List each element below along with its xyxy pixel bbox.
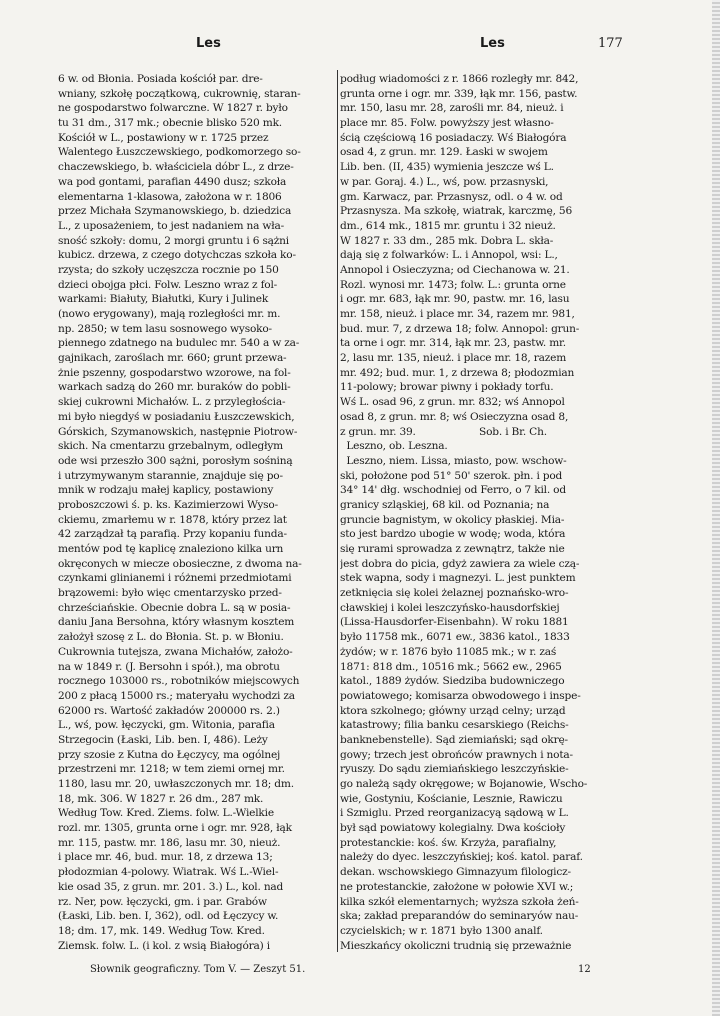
text-line: przy szosie z Kutna do Łęczycy, ma ogólnej (58, 748, 281, 761)
text-line: mr. 115, pastw. mr. 186, lasu mr. 30, nieuż. (58, 836, 281, 849)
text-line: kie osad 35, z grun. mr. 201. 3.) L., kol. nad (58, 880, 284, 893)
text-line: mr. 150, lasu mr. 28, zarośli mr. 84, nieuż. i (340, 102, 564, 115)
text-line: Wś L. osad 96, z grun. mr. 832; wś Annopol (340, 396, 565, 409)
text-line: (nowo erygowany), mają rozległości mr. m. (58, 308, 281, 320)
text-line: Leszno, ob. Leszna. (340, 440, 448, 453)
text-line: powiatowego; komisarza obwodowego i inspe- (340, 689, 581, 702)
text-line: z grun. mr. 39. Sob. i Br. Ch. (340, 425, 547, 438)
text-line: Kościół w L., postawiony w r. 1725 przez (58, 131, 269, 144)
text-line: Przasnysza. Ma szkołę, wiatrak, karczmę, 56 (340, 205, 572, 218)
text-line: Walentego Łuszczewskiego, podkomorzego so- (58, 146, 301, 159)
text-line: brązowemi: było więc cmentarzysko przed- (58, 587, 282, 600)
text-line: Lib. ben. (II, 435) wymienia jeszcze wś L. (340, 161, 554, 174)
text-line: zetknięcia się kolei żelaznej poznańsko-wro- (340, 587, 569, 600)
text-line: tu 31 dm., 317 mk.; obecnie blisko 520 mk. (58, 117, 282, 130)
text-line: jest dobra do picia, gdyż zawiera za wiele czą- (340, 557, 580, 570)
text-line: chrześciańskie. Obecnie dobra L. są w posia- (58, 601, 291, 614)
text-line: kubicz. drzewa, z czego dotychczas szkoła ko- (58, 249, 296, 262)
text-line: elementarna 1-klasowa, założona w r. 1806 (58, 190, 282, 203)
text-line: 1180, lasu mr. 20, uwłaszczonych mr. 18; dm. (58, 778, 294, 790)
text-line: Strzegocin (Łaski, Lib. ben. I, 486). Leży (58, 733, 268, 746)
text-line: rozl. mr. 1305, grunta orne i ogr. mr. 928, łąk (58, 822, 292, 835)
column-divider (337, 70, 338, 952)
text-line: i Szmiglu. Przed reorganizacyą sądową w L. (340, 807, 569, 820)
text-line: ski, położone pod 51° 50' szerok. płn. i pod (340, 469, 563, 482)
text-line: go należą sądy okręgowe; w Bojanowie, Wscho- (340, 778, 588, 790)
running-head-left: Les (196, 36, 221, 51)
text-line: Leszno, niem. Lissa, miasto, pow. wschow- (340, 454, 567, 467)
text-line: dają się z folwarków: L. i Annopol, wsi: L., (340, 249, 558, 262)
text-line: był sąd powiatowy kolegialny. Dwa kościoły (340, 822, 566, 835)
text-line: ode wsi przeszło 300 sążni, porosłym sośniną (58, 454, 293, 467)
text-line: rz. Ner, pow. łęczycki, gm. i par. Grabów (58, 895, 267, 908)
text-line: W 1827 r. 33 dm., 285 mk. Dobra L. skła- (340, 234, 554, 247)
text-line: Rozl. wynosi mr. 1473; folw. L.: grunta orne (340, 278, 566, 291)
running-head-right: Les (480, 36, 505, 51)
text-line: gm. Karwacz, par. Przasnysz, odl. o 4 w. od (340, 190, 563, 203)
text-line: na w 1849 r. (J. Bersohn i spół.), ma obrotu (58, 660, 280, 673)
text-line: piennego zdatnego na budulec mr. 540 a w za- (58, 337, 300, 350)
text-line: w par. Goraj. 4.) L., wś, pow. przasnyski, (340, 175, 549, 188)
text-line: chaczewskiego, b. właściciela dóbr L., z drze- (58, 161, 294, 174)
text-line: stek wapna, sody i magnezyi. L. jest punktem (340, 572, 576, 585)
text-line: katastrowy; filia banku cesarskiego (Reichs- (340, 719, 569, 732)
text-line: 42 zarządzał tą parafią. Przy kopaniu funda- (58, 528, 287, 541)
text-line: należy do dyec. leszczyńskiej; koś. katol. paraf. (340, 851, 583, 864)
text-line: mr. 158, nieuż. i place mr. 34, razem mr. 981, (340, 308, 575, 320)
text-line: Mieszkańcy okoliczni trudnią się przeważnie (340, 939, 572, 952)
text-line: mentów pod tę kaplicę znaleziono kilka urn (58, 543, 284, 555)
text-line: było 11758 mk., 6071 ew., 3836 katol., 1833 (340, 631, 570, 644)
text-line: 1871: 818 dm., 10516 mk.; 5662 ew., 2965 (340, 660, 562, 673)
text-line: osad 8, z grun. mr. 8; wś Osieczyzna osad 8, (340, 410, 569, 423)
text-line: Górskich, Szymanowskich, następnie Piotrow- (58, 425, 298, 438)
page-number: 177 (598, 36, 623, 51)
text-line: L., z uposażeniem, to jest nadaniem na wła- (58, 219, 284, 232)
text-line: przestrzeni mr. 1218; w tem ziemi ornej mr. (58, 763, 285, 776)
text-line: 200 z płacą 15000 rs.; materyału wychodzi za (58, 689, 295, 702)
left-column (58, 72, 338, 953)
text-line: gajnikach, zaroślach mr. 660; grunt przewa- (58, 352, 287, 365)
text-line: czycielskich; w r. 1871 było 1300 analf. (340, 924, 543, 937)
text-line: i ogr. mr. 683, łąk mr. 90, pastw. mr. 16, lasu (340, 293, 570, 306)
text-line: 11-polowy; browar piwny i pokłady torfu. (340, 381, 554, 394)
text-line: skich. Na cmentarzu grzebalnym, odległym (58, 440, 284, 453)
footer-signature-mark: 12 (578, 964, 591, 975)
text-line: Według Tow. Kred. Ziems. folw. L.-Wielkie (58, 807, 274, 820)
text-line: i utrzymywanym starannie, znajduje się po- (58, 469, 283, 482)
text-line: mi było niegdyś w posiadaniu Łuszczewskich, (58, 410, 295, 423)
text-line: Ziemsk. folw. L. (i kol. z wsią Białogóra) i (58, 939, 270, 952)
text-line: żnie pszenny, gospodarstwo wzorowe, na fol- (58, 366, 291, 379)
text-line: gowy; trzech jest obrońców prawnych i nota- (340, 748, 573, 761)
text-line: (Lissa-Hausdorfer-Eisenbahn). W roku 1881 (340, 616, 569, 629)
text-line: skiej cukrowni Michałów. L. z przyległościa- (58, 396, 286, 409)
text-line: ska; zakład preparandów do seminaryów nau- (340, 910, 579, 923)
text-line: mnik w rodzaju małej kaplicy, postawiony (58, 484, 274, 497)
text-line: warkami: Białuty, Białutki, Kury i Julinek (58, 293, 269, 306)
text-line: wa pod gontami, parafian 4490 dusz; szkoła (58, 175, 287, 188)
text-line: dm., 614 mk., 1815 mr. gruntu i 32 nieuż. (340, 219, 556, 232)
text-line: czynkami glinianemi i różnemi przedmiotami (58, 572, 292, 585)
text-line: L., wś, pow. łęczycki, gm. Witonia, parafia (58, 719, 275, 732)
text-line: (Łaski, Lib. ben. I, 362), odl. od Łęczycy w. (58, 910, 279, 923)
text-line: katol., 1889 żydów. Siedziba budowniczego (340, 675, 565, 688)
text-line: wniany, szkołę początkową, cukrownię, staran- (58, 87, 301, 100)
text-line: ta orne i ogr. mr. 314, łąk mr. 23, pastw. mr. (340, 337, 566, 350)
text-line: płodozmian 4-polowy. Wiatrak. Wś L.-Wiel- (58, 866, 279, 879)
text-line: warkach sadzą do 260 mr. buraków do pobli- (58, 381, 291, 394)
text-line: grunta orne i ogr. mr. 339, łąk mr. 156, pastw. (340, 87, 578, 100)
text-line: sto jest bardzo ubogie w wodę; woda, która (340, 528, 566, 541)
text-line: ckiemu, zmarłemu w r. 1878, który przez lat (58, 513, 287, 526)
text-line: rocznego 103000 rs., robotników miejscowych (58, 675, 300, 688)
text-line: 6 w. od Błonia. Posiada kościół par. dre- (58, 73, 263, 85)
page-edge (712, 0, 720, 1016)
text-line: rzysta; do szkoły uczęszcza rocznie po 150 (58, 263, 279, 276)
text-line: cławskiej i kolei leszczyńsko-hausdorfskiej (340, 601, 560, 614)
text-line: się rurami sprowadza z zewnątrz, także nie (340, 543, 565, 555)
text-line: i place mr. 46, bud. mur. 18, z drzewa 13; (58, 851, 273, 864)
text-line: daniu Jana Bersohna, który własnym kosztem (58, 616, 295, 629)
text-line: 18, mk. 306. W 1827 r. 26 dm., 287 mk. (58, 792, 264, 805)
text-line: granicy szląskiej, 68 kil. od Poznania; na (340, 498, 550, 511)
text-line: protestanckie: koś. św. Krzyża, parafialny, (340, 836, 557, 849)
text-line: place mr. 85. Folw. powyższy jest własno- (340, 117, 554, 130)
text-line: Annopol i Osieczyzna; od Ciechanowa w. 21. (340, 263, 570, 276)
right-column (340, 72, 620, 953)
text-line: Cukrownia tutejsza, zwana Michałów, założo- (58, 645, 293, 658)
text-line: 34° 14' dłg. wschodniej od Ferro, o 7 kil. od (340, 484, 566, 497)
text-line: ścią częściową 16 posiadaczy. Wś Białogóra (340, 131, 567, 144)
text-line: mr. 492; bud. mur. 1, z drzewa 8; płodozmian (340, 366, 575, 379)
text-line: dzieci obojga płci. Folw. Leszno wraz z fol- (58, 278, 278, 291)
footer-publication: Słownik geograficzny. Tom V. — Zeszyt 51. (90, 964, 306, 975)
text-line: ryuszy. Do sądu ziemiańskiego leszczyńskie- (340, 763, 569, 776)
text-line: 2, lasu mr. 135, nieuż. i place mr. 18, razem (340, 352, 567, 365)
text-line: proboszczowi ś. p. ks. Kazimierzowi Wyso- (58, 498, 278, 511)
text-line: np. 2850; w tem lasu sosnowego wysoko- (58, 322, 272, 335)
text-line: gruncie bagnistym, w okolicy płaskiej. Mia- (340, 513, 565, 526)
text-line: założył szosę z L. do Błonia. St. p. w Błoniu. (58, 631, 284, 644)
text-line: osad 4, z grun. mr. 129. Łaski w swojem (340, 146, 548, 159)
text-line: bud. mur. 7, z drzewa 18; folw. Annopol: grun- (340, 322, 580, 335)
text-line: okręconych w miecze obosieczne, z dwoma na- (58, 557, 302, 570)
text-line: dekan. wschowskiego Gimnazyum filologicz- (340, 866, 571, 879)
text-line: 62000 rs. Wartość zakładów 200000 rs. 2.) (58, 704, 280, 717)
text-line: ne protestanckie, założone w połowie XVI w.; (340, 880, 574, 893)
text-line: podług wiadomości z r. 1866 rozległy mr. 842, (340, 73, 579, 85)
text-line: wie, Gostyniu, Kościanie, Lesznie, Rawiczu (340, 792, 563, 805)
text-line: ne gospodarstwo folwarczne. W 1827 r. było (58, 102, 288, 115)
text-line: kilka szkół elementarnych; wyższa szkoła żeń- (340, 895, 579, 908)
text-line: 18; dm. 17, mk. 149. Według Tow. Kred. (58, 924, 265, 937)
text-line: sność szkoły: domu, 2 morgi gruntu i 6 sążni (58, 234, 289, 247)
text-line: przez Michała Szymanowskiego, b. dziedzica (58, 205, 292, 218)
text-line: ktora szkolnego; główny urząd celny; urząd (340, 704, 566, 717)
text-line: banknebenstelle). Sąd ziemiański; sąd okrę- (340, 733, 568, 746)
text-line: żydów; w r. 1876 było 11085 mk.; w r. zaś (340, 645, 557, 658)
